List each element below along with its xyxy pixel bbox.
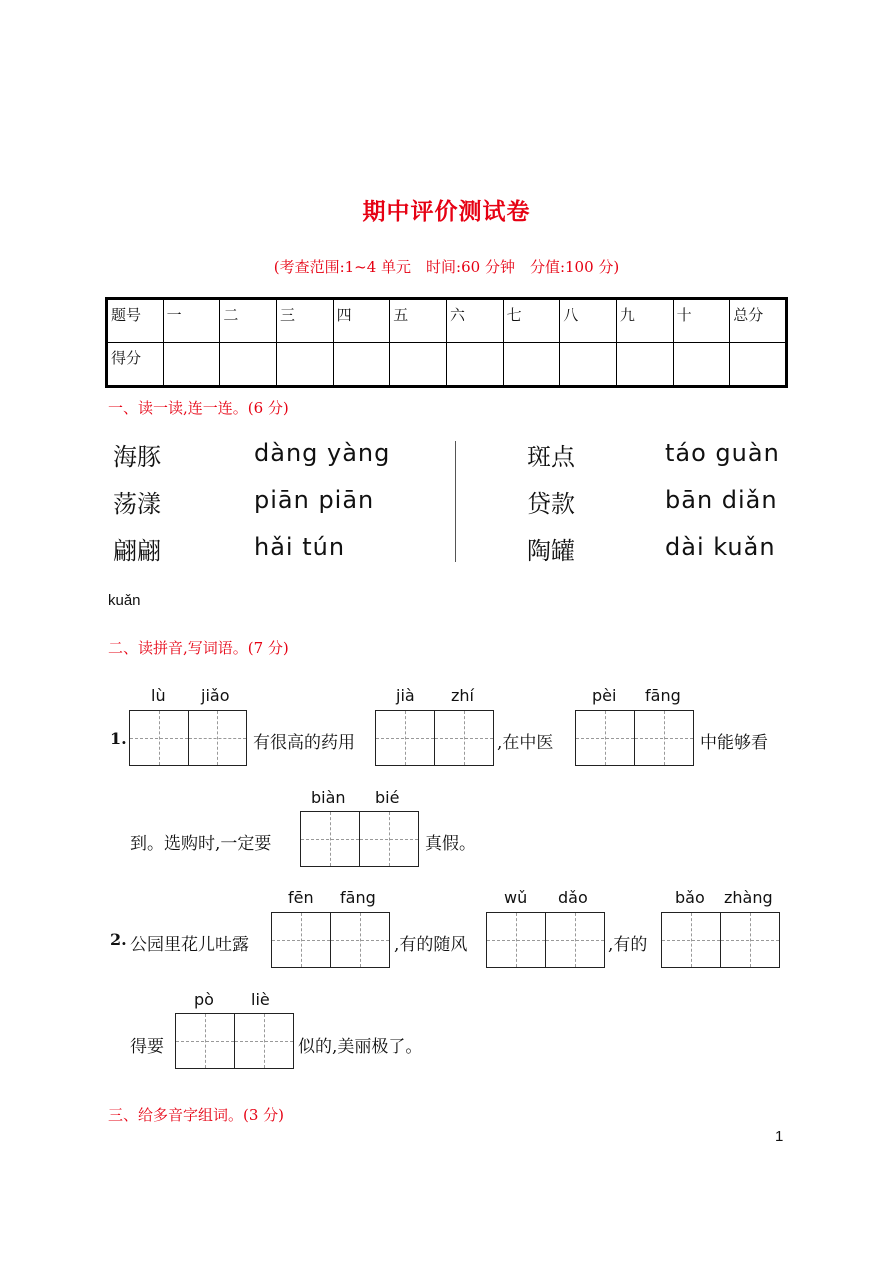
header-cell: 一 — [163, 299, 220, 343]
header-cell: 七 — [503, 299, 560, 343]
match-word: 翩翩 — [113, 537, 161, 565]
answer-grid[interactable] — [661, 912, 780, 968]
match-word: 斑点 — [527, 443, 575, 471]
pinyin-label: bǎo — [675, 888, 705, 907]
pinyin-label: zhí — [451, 686, 474, 705]
header-cell: 八 — [560, 299, 617, 343]
pinyin-label: biàn — [311, 788, 346, 807]
question-text: 有很高的药用 — [253, 733, 355, 753]
match-word: 陶罐 — [527, 537, 575, 565]
score-cell[interactable] — [333, 343, 390, 387]
char-cell[interactable] — [176, 1014, 235, 1068]
section1-heading: 一、读一读,连一连。(6 分) — [108, 399, 289, 417]
question-text: 得要 — [130, 1037, 164, 1057]
answer-grid[interactable] — [175, 1013, 294, 1069]
match-pinyin: bān diǎn — [665, 486, 778, 514]
score-cell[interactable] — [163, 343, 220, 387]
char-cell[interactable] — [546, 913, 604, 967]
score-cell[interactable] — [503, 343, 560, 387]
char-cell[interactable] — [435, 711, 493, 765]
answer-grid[interactable] — [375, 710, 494, 766]
match-word: 贷款 — [527, 490, 575, 518]
header-cell: 三 — [276, 299, 333, 343]
question-number: 1. — [110, 729, 127, 748]
answer-grid[interactable] — [575, 710, 694, 766]
score-cell[interactable] — [220, 343, 277, 387]
header-cell: 六 — [446, 299, 503, 343]
score-cell[interactable] — [446, 343, 503, 387]
char-cell[interactable] — [130, 711, 189, 765]
char-cell[interactable] — [662, 913, 721, 967]
pinyin-label: pèi — [592, 686, 617, 705]
header-cell: 总分 — [730, 299, 787, 343]
char-cell[interactable] — [487, 913, 546, 967]
score-cell[interactable] — [276, 343, 333, 387]
score-cell[interactable] — [616, 343, 673, 387]
question-text: ,有的随风 — [394, 935, 468, 955]
answer-grid[interactable] — [129, 710, 247, 766]
char-cell[interactable] — [235, 1014, 293, 1068]
page-title: 期中评价测试卷 — [362, 198, 531, 225]
pinyin-label: bié — [375, 788, 400, 807]
match-pinyin: dài kuǎn — [665, 533, 776, 561]
question-text: 到。选购时,一定要 — [130, 834, 272, 854]
question-text: 公园里花儿吐露 — [130, 935, 249, 955]
char-cell[interactable] — [635, 711, 693, 765]
match-pinyin: piān piān — [254, 486, 375, 514]
header-cell: 二 — [220, 299, 277, 343]
score-table-header-row — [107, 299, 787, 343]
header-cell: 题号 — [107, 299, 164, 343]
question-text: 似的,美丽极了。 — [298, 1037, 423, 1057]
row-label-cell: 得分 — [107, 343, 164, 387]
header-cell: 十 — [673, 299, 730, 343]
header-cell: 九 — [616, 299, 673, 343]
header-cell: 五 — [390, 299, 447, 343]
match-pinyin: hǎi tún — [254, 533, 346, 561]
char-cell[interactable] — [721, 913, 779, 967]
answer-grid[interactable] — [271, 912, 390, 968]
pinyin-label: wǔ — [504, 888, 528, 907]
score-cell[interactable] — [730, 343, 787, 387]
column-divider — [455, 441, 456, 562]
pinyin-label: jià — [396, 686, 415, 705]
question-text: ,有的 — [608, 935, 648, 955]
score-table-score-row — [107, 343, 787, 387]
score-cell[interactable] — [560, 343, 617, 387]
char-cell[interactable] — [301, 812, 360, 866]
score-table — [105, 297, 788, 388]
header-cell: 四 — [333, 299, 390, 343]
pinyin-label: fēn — [288, 888, 314, 907]
score-cell[interactable] — [390, 343, 447, 387]
char-cell[interactable] — [272, 913, 331, 967]
pinyin-label: zhàng — [724, 888, 773, 907]
char-cell[interactable] — [331, 913, 389, 967]
answer-grid[interactable] — [486, 912, 605, 968]
pinyin-label: jiǎo — [201, 686, 230, 705]
pinyin-label: dǎo — [558, 888, 588, 907]
pinyin-label: fāng — [645, 686, 681, 705]
score-cell[interactable] — [673, 343, 730, 387]
question-text: 中能够看 — [700, 733, 768, 753]
char-cell[interactable] — [360, 812, 418, 866]
char-cell[interactable] — [189, 711, 247, 765]
question-text: 真假。 — [425, 834, 476, 854]
section3-heading: 三、给多音字组词。(3 分) — [108, 1106, 285, 1124]
pinyin-label: liè — [251, 990, 270, 1009]
page-number: 1 — [775, 1128, 784, 1145]
match-word: 海豚 — [113, 443, 161, 471]
question-text: ,在中医 — [497, 733, 554, 753]
char-cell[interactable] — [576, 711, 635, 765]
pinyin-label: fāng — [340, 888, 376, 907]
answer-grid[interactable] — [300, 811, 419, 867]
match-pinyin: dàng yàng — [254, 439, 391, 467]
exam-scope-subtitle: (考查范围:1~4 单元 时间:60 分钟 分值:100 分) — [273, 258, 620, 276]
char-cell[interactable] — [376, 711, 435, 765]
match-word: 荡漾 — [113, 490, 161, 518]
stray-pinyin-text: kuǎn — [108, 592, 141, 609]
section2-heading: 二、读拼音,写词语。(7 分) — [108, 639, 289, 657]
pinyin-label: pò — [194, 990, 214, 1009]
question-number: 2. — [110, 930, 127, 949]
match-pinyin: táo guàn — [665, 439, 780, 467]
pinyin-label: lù — [151, 686, 166, 705]
